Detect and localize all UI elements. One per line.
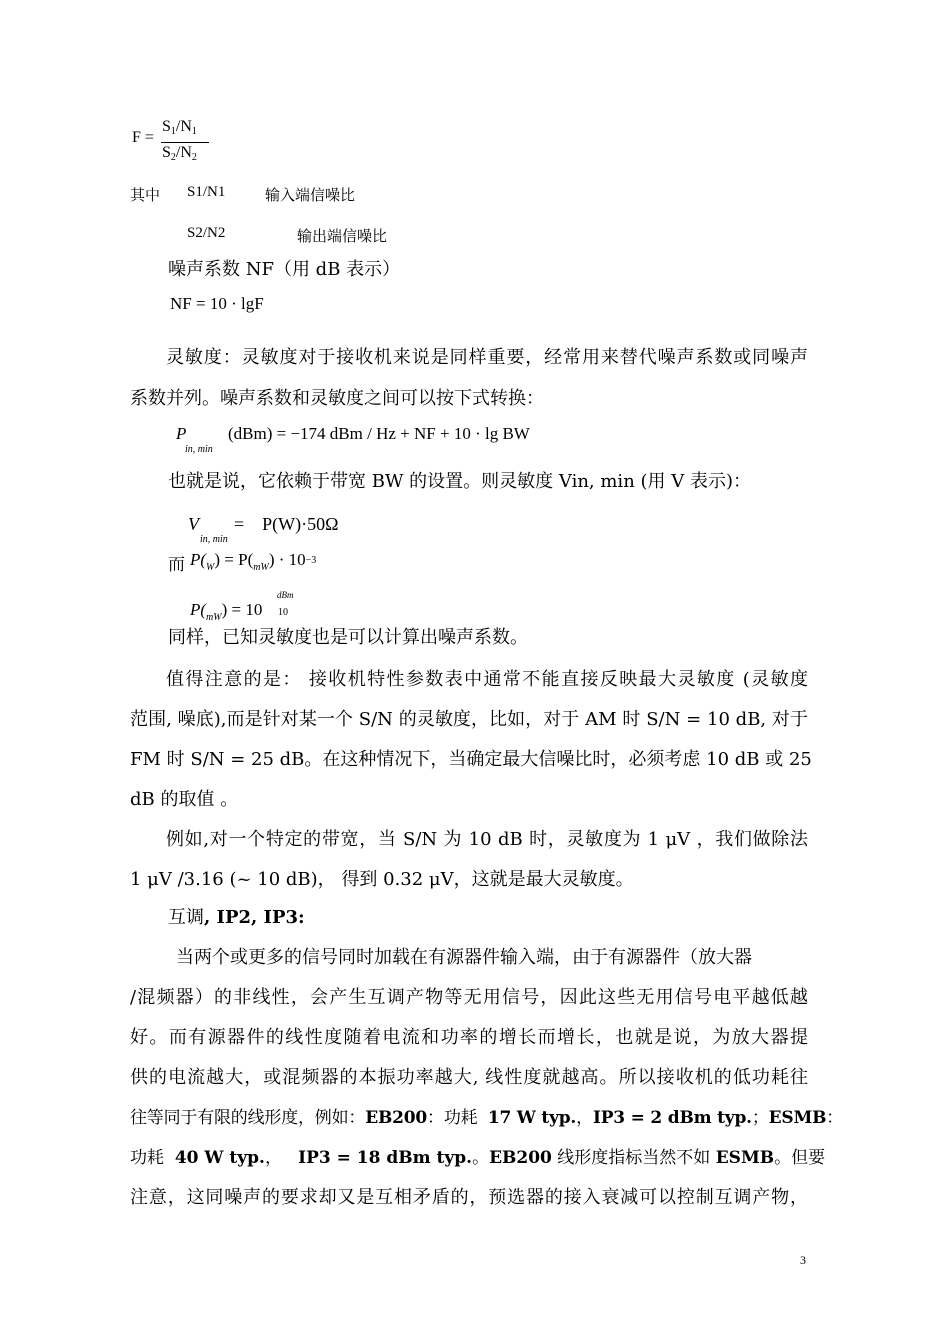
- same-line: 同样，已知灵敏度也是可以计算出噪声系数。: [168, 627, 528, 648]
- vin-formula: V in, min = P(W)·50Ω: [188, 514, 339, 545]
- fraction-bar: [161, 142, 209, 143]
- example-line-2: 1 μV /3.16 (~ 10 dB)， 得到 0.32 μV，这就是最大灵敏度。: [130, 869, 634, 890]
- example-line-1: 例如,对一个特定的带宽，当 S/N 为 10 dB 时，灵敏度为 1 μV ，我们做除法: [166, 829, 808, 850]
- ip-line-6: 功耗 40 W typ.， IP3 = 18 dBm typ.。EB200 线形度指标当然不如 ESMB。但要: [130, 1148, 826, 1168]
- page-number: 3: [800, 1253, 806, 1267]
- ip-line-1: 当两个或更多的信号同时加载在有源器件输入端，由于有源器件（放大器: [176, 947, 752, 968]
- pmw-formula: $P(_{mW}) = 10$ dBm 10: [190, 590, 294, 623]
- nf-formula: NF = 10 · lgF: [170, 294, 264, 313]
- s1n1-description: 输入端信噪比: [265, 186, 356, 204]
- pw-formula: 而 $P(_W) = P(_{mW}) \cdot 10^{-3}$: [168, 550, 317, 575]
- ip-line-3: 好。而有源器件的线性度随着电流和功率的增长而增长，也就是说，为放大器提: [130, 1027, 808, 1048]
- note-line-4: dB 的取值 。: [130, 789, 239, 810]
- nf-heading: 噪声系数 NF（用 dB 表示）: [168, 259, 401, 280]
- formula-f: [132, 118, 222, 168]
- ip-heading: 互调, IP2, IP3:: [168, 907, 305, 928]
- formula-f-denominator: $S_2/N_2$: [162, 144, 197, 163]
- note-line-2: 范围, 噪底),而是针对某一个 S/N 的灵敏度，比如，对于 AM 时 S/N = 10 dB, 对于: [130, 709, 808, 730]
- ip-line-2: /混频器）的非线性，会产生互调产物等无用信号，因此这些无用信号电平越低越: [130, 987, 808, 1008]
- s2n2-description: 输出端信噪比: [297, 227, 388, 245]
- where-label: 其中: [130, 186, 161, 204]
- ip-line-7: 注意，这同噪声的要求却又是互相矛盾的，预选器的接入衰减可以控制互调产物，: [130, 1187, 808, 1208]
- note-line-1: 值得注意的是： 接收机特性参数表中通常不能直接反映最大灵敏度 (灵敏度: [166, 669, 808, 690]
- s1n1-symbol: S1/N1: [187, 184, 226, 200]
- sensitivity-line-1: 灵敏度：灵敏度对于接收机来说是同样重要，经常用来替代噪声系数或同噪声: [166, 347, 808, 368]
- note-line-3: FM 时 S/N = 25 dB。在这种情况下，当确定最大信噪比时，必须考虑 10 dB 或 25: [130, 749, 812, 770]
- pin-formula: P in, min (dBm) = −174 dBm / Hz + NF + 10 · lg BW: [176, 424, 530, 455]
- bandwidth-line: 也就是说，它依赖于带宽 BW 的设置。则灵敏度 Vin, min (用 V 表示)：: [168, 471, 751, 492]
- formula-f-numerator: $S_1/N_1$: [162, 118, 197, 137]
- formula-f-lhs: F =: [132, 129, 154, 146]
- ip-line-5: 往等同于有限的线形度，例如：EB200：功耗 17 W typ.，IP3 = 2 dBm typ.；ESMB：: [130, 1108, 844, 1128]
- ip-line-4: 供的电流越大，或混频器的本振功率越大, 线性度就越高。所以接收机的低功耗往: [130, 1067, 808, 1088]
- s2n2-symbol: S2/N2: [187, 225, 226, 241]
- sensitivity-line-2: 系数并列。噪声系数和灵敏度之间可以按下式转换：: [130, 388, 544, 409]
